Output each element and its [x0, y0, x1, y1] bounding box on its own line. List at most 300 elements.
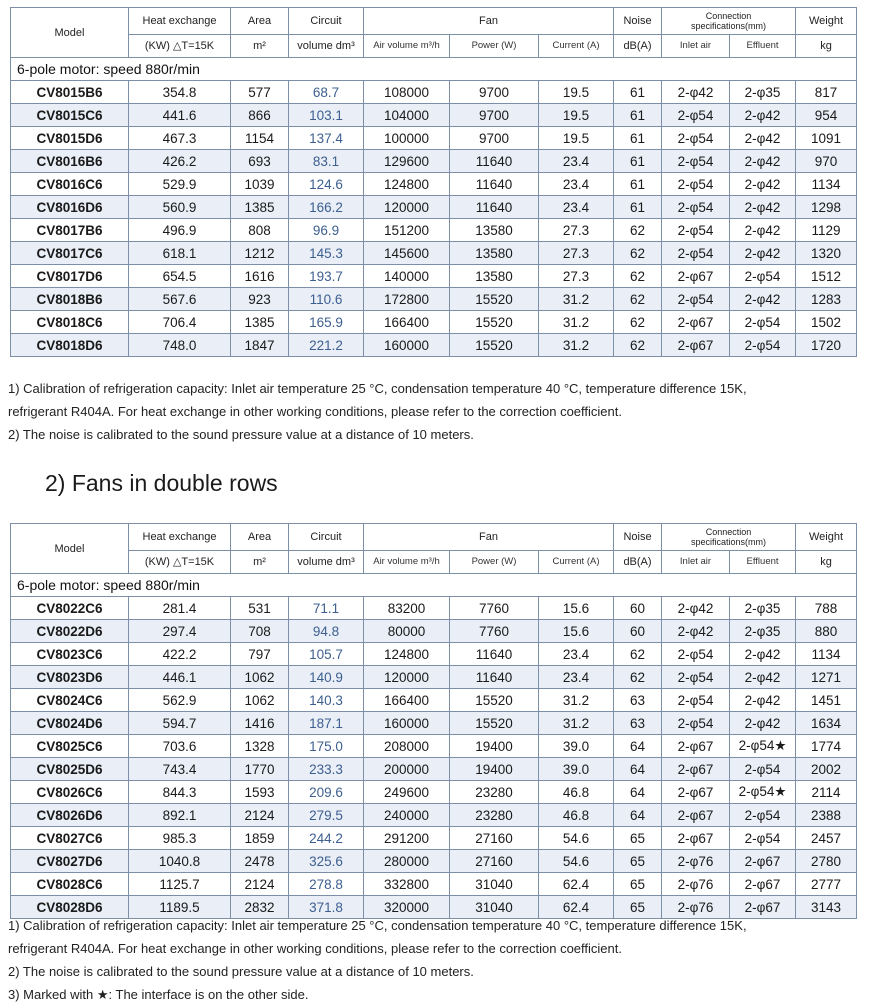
weight-cell: 2114: [796, 781, 857, 804]
heat-exchange-cell: 567.6: [129, 288, 231, 311]
model-cell: CV8023C6: [11, 643, 129, 666]
effluent-cell: 2-φ42: [730, 173, 796, 196]
effluent-cell: 2-φ42: [730, 689, 796, 712]
area-cell: 2124: [231, 873, 289, 896]
current-cell: 27.3: [539, 219, 614, 242]
inlet-air-cell: 2-φ54: [662, 219, 730, 242]
header-connection-line1: Connection: [705, 11, 752, 21]
table-row: [11, 689, 857, 712]
heat-exchange-cell: 467.3: [129, 127, 231, 150]
noise-cell: 62: [614, 288, 662, 311]
header-connection: [662, 524, 796, 551]
power-cell: 31040: [450, 896, 539, 919]
current-cell: 54.6: [539, 850, 614, 873]
header-effluent: Effluent: [730, 35, 796, 58]
circuit-volume-cell: 193.7: [289, 265, 364, 288]
weight-cell: 880: [796, 620, 857, 643]
header-noise-unit: dB(A): [614, 35, 662, 58]
inlet-air-cell: 2-φ54: [662, 242, 730, 265]
current-cell: 39.0: [539, 735, 614, 758]
heat-exchange-cell: 297.4: [129, 620, 231, 643]
header-noise: Noise: [614, 8, 662, 35]
current-cell: 54.6: [539, 827, 614, 850]
noise-cell: 60: [614, 597, 662, 620]
power-cell: 27160: [450, 850, 539, 873]
effluent-cell: 2-φ42: [730, 643, 796, 666]
current-cell: 31.2: [539, 689, 614, 712]
note-line: 2) The noise is calibrated to the sound pressure value at a distance of 10 meters.: [8, 964, 474, 979]
circuit-volume-cell: 110.6: [289, 288, 364, 311]
current-cell: 15.6: [539, 597, 614, 620]
noise-cell: 63: [614, 689, 662, 712]
weight-cell: 1512: [796, 265, 857, 288]
area-cell: 1328: [231, 735, 289, 758]
noise-cell: 62: [614, 265, 662, 288]
noise-cell: 65: [614, 873, 662, 896]
header-power: Power (W): [450, 551, 539, 574]
inlet-air-cell: 2-φ42: [662, 620, 730, 643]
area-cell: 1212: [231, 242, 289, 265]
header-area-unit: m²: [231, 551, 289, 574]
circuit-volume-cell: 221.2: [289, 334, 364, 357]
header-area-unit: m²: [231, 35, 289, 58]
table-row: [11, 850, 857, 873]
current-cell: 31.2: [539, 311, 614, 334]
table-row: [11, 127, 857, 150]
current-cell: 19.5: [539, 81, 614, 104]
area-cell: 808: [231, 219, 289, 242]
circuit-volume-cell: 137.4: [289, 127, 364, 150]
inlet-air-cell: 2-φ54: [662, 689, 730, 712]
header-circuit: Circuit: [289, 524, 364, 551]
fans-double-row-table: [10, 523, 857, 919]
air-volume-cell: 160000: [364, 712, 450, 735]
model-cell: CV8026D6: [11, 804, 129, 827]
noise-cell: 61: [614, 173, 662, 196]
header-inlet-air: Inlet air: [662, 35, 730, 58]
header-connection-line2: specifications(mm): [691, 21, 767, 31]
current-cell: 23.4: [539, 666, 614, 689]
power-cell: 15520: [450, 288, 539, 311]
header-air-volume: Air volume m³/h: [364, 551, 450, 574]
current-cell: 23.4: [539, 173, 614, 196]
circuit-volume-cell: 166.2: [289, 196, 364, 219]
model-cell: CV8028C6: [11, 873, 129, 896]
noise-cell: 60: [614, 620, 662, 643]
model-cell: CV8027D6: [11, 850, 129, 873]
model-cell: CV8025D6: [11, 758, 129, 781]
area-cell: 866: [231, 104, 289, 127]
noise-cell: 62: [614, 666, 662, 689]
circuit-volume-cell: 187.1: [289, 712, 364, 735]
air-volume-cell: 104000: [364, 104, 450, 127]
weight-cell: 970: [796, 150, 857, 173]
note-line: 1) Calibration of refrigeration capacity: Inlet air temperature 25 °C, condensation temperature 40 °C, temperature difference 15K,: [8, 918, 747, 933]
table2-notes: [8, 914, 858, 1006]
power-cell: 19400: [450, 758, 539, 781]
noise-cell: 62: [614, 242, 662, 265]
circuit-volume-cell: 278.8: [289, 873, 364, 896]
power-cell: 23280: [450, 781, 539, 804]
heat-exchange-cell: 703.6: [129, 735, 231, 758]
table-row: [11, 196, 857, 219]
air-volume-cell: 100000: [364, 127, 450, 150]
current-cell: 23.4: [539, 150, 614, 173]
table-row: [11, 288, 857, 311]
section-label: 6-pole motor: speed 880r/min: [11, 574, 857, 597]
inlet-air-cell: 2-φ67: [662, 311, 730, 334]
weight-cell: 1320: [796, 242, 857, 265]
table-row: [11, 781, 857, 804]
air-volume-cell: 172800: [364, 288, 450, 311]
air-volume-cell: 108000: [364, 81, 450, 104]
inlet-air-cell: 2-φ67: [662, 827, 730, 850]
model-cell: CV8022C6: [11, 597, 129, 620]
current-cell: 31.2: [539, 288, 614, 311]
header-connection-line1: Connection: [705, 527, 752, 537]
weight-cell: 1129: [796, 219, 857, 242]
weight-cell: 2002: [796, 758, 857, 781]
table-row: [11, 81, 857, 104]
header-circuit-unit: volume dm³: [289, 35, 364, 58]
circuit-volume-cell: 175.0: [289, 735, 364, 758]
effluent-cell: 2-φ54: [730, 265, 796, 288]
header-current: Current (A): [539, 551, 614, 574]
header-weight-unit: kg: [796, 551, 857, 574]
effluent-cell: 2-φ35: [730, 81, 796, 104]
noise-cell: 61: [614, 150, 662, 173]
inlet-air-cell: 2-φ54: [662, 173, 730, 196]
weight-cell: 1298: [796, 196, 857, 219]
heat-exchange-cell: 562.9: [129, 689, 231, 712]
header-model: Model: [11, 524, 129, 574]
air-volume-cell: 124800: [364, 173, 450, 196]
noise-cell: 64: [614, 781, 662, 804]
current-cell: 46.8: [539, 804, 614, 827]
weight-cell: 2457: [796, 827, 857, 850]
effluent-cell: 2-φ54★: [730, 735, 796, 758]
power-cell: 19400: [450, 735, 539, 758]
air-volume-cell: 120000: [364, 666, 450, 689]
heat-exchange-cell: 560.9: [129, 196, 231, 219]
header-effluent: Effluent: [730, 551, 796, 574]
model-cell: CV8023D6: [11, 666, 129, 689]
model-cell: CV8027C6: [11, 827, 129, 850]
header-noise-unit: dB(A): [614, 551, 662, 574]
air-volume-cell: 145600: [364, 242, 450, 265]
inlet-air-cell: 2-φ76: [662, 896, 730, 919]
model-cell: CV8016C6: [11, 173, 129, 196]
power-cell: 27160: [450, 827, 539, 850]
circuit-volume-cell: 105.7: [289, 643, 364, 666]
header-area: Area: [231, 524, 289, 551]
air-volume-cell: 120000: [364, 196, 450, 219]
power-cell: 13580: [450, 265, 539, 288]
model-cell: CV8028D6: [11, 896, 129, 919]
effluent-cell: 2-φ54: [730, 804, 796, 827]
power-cell: 11640: [450, 150, 539, 173]
current-cell: 15.6: [539, 620, 614, 643]
current-cell: 27.3: [539, 242, 614, 265]
power-cell: 15520: [450, 334, 539, 357]
power-cell: 13580: [450, 242, 539, 265]
fans-single-row-table: [10, 7, 857, 357]
power-cell: 7760: [450, 620, 539, 643]
area-cell: 2832: [231, 896, 289, 919]
circuit-volume-cell: 103.1: [289, 104, 364, 127]
noise-cell: 65: [614, 827, 662, 850]
header-noise: Noise: [614, 524, 662, 551]
circuit-volume-cell: 94.8: [289, 620, 364, 643]
area-cell: 1385: [231, 196, 289, 219]
note-line: refrigerant R404A. For heat exchange in other working conditions, please refer to the correction coefficient.: [8, 404, 622, 419]
model-cell: CV8017B6: [11, 219, 129, 242]
noise-cell: 64: [614, 735, 662, 758]
noise-cell: 63: [614, 712, 662, 735]
power-cell: 23280: [450, 804, 539, 827]
area-cell: 1416: [231, 712, 289, 735]
noise-cell: 62: [614, 219, 662, 242]
effluent-cell: 2-φ42: [730, 242, 796, 265]
header-weight: Weight: [796, 524, 857, 551]
area-cell: 1039: [231, 173, 289, 196]
current-cell: 62.4: [539, 873, 614, 896]
inlet-air-cell: 2-φ54: [662, 643, 730, 666]
air-volume-cell: 166400: [364, 311, 450, 334]
table-row: [11, 150, 857, 173]
section-label: 6-pole motor: speed 880r/min: [11, 58, 857, 81]
header-heat-exchange-unit: (KW) △T=15K: [129, 551, 231, 574]
model-cell: CV8015B6: [11, 81, 129, 104]
section-heading-double-rows: 2) Fans in double rows: [45, 470, 278, 496]
weight-cell: 2777: [796, 873, 857, 896]
power-cell: 15520: [450, 712, 539, 735]
air-volume-cell: 208000: [364, 735, 450, 758]
weight-cell: 1451: [796, 689, 857, 712]
header-fan: Fan: [364, 8, 614, 35]
area-cell: 1859: [231, 827, 289, 850]
area-cell: 1062: [231, 666, 289, 689]
air-volume-cell: 151200: [364, 219, 450, 242]
heat-exchange-cell: 496.9: [129, 219, 231, 242]
heat-exchange-cell: 281.4: [129, 597, 231, 620]
note-line: 3) Marked with ★: The interface is on the other side.: [8, 987, 309, 1002]
header-circuit: Circuit: [289, 8, 364, 35]
inlet-air-cell: 2-φ54: [662, 288, 730, 311]
table-row: [11, 242, 857, 265]
model-cell: CV8024D6: [11, 712, 129, 735]
table1-notes: [8, 377, 858, 446]
power-cell: 15520: [450, 311, 539, 334]
current-cell: 31.2: [539, 712, 614, 735]
effluent-cell: 2-φ35: [730, 597, 796, 620]
note-line: refrigerant R404A. For heat exchange in other working conditions, please refer to the correction coefficient.: [8, 941, 622, 956]
power-cell: 13580: [450, 219, 539, 242]
area-cell: 1062: [231, 689, 289, 712]
header-weight-unit: kg: [796, 35, 857, 58]
heat-exchange-cell: 748.0: [129, 334, 231, 357]
noise-cell: 61: [614, 196, 662, 219]
inlet-air-cell: 2-φ67: [662, 265, 730, 288]
air-volume-cell: 166400: [364, 689, 450, 712]
inlet-air-cell: 2-φ67: [662, 758, 730, 781]
area-cell: 708: [231, 620, 289, 643]
area-cell: 2124: [231, 804, 289, 827]
table-row: [11, 643, 857, 666]
model-cell: CV8015C6: [11, 104, 129, 127]
header-connection-line2: specifications(mm): [691, 537, 767, 547]
effluent-cell: 2-φ42: [730, 666, 796, 689]
noise-cell: 61: [614, 81, 662, 104]
weight-cell: 1502: [796, 311, 857, 334]
table-row: [11, 873, 857, 896]
circuit-volume-cell: 96.9: [289, 219, 364, 242]
air-volume-cell: 280000: [364, 850, 450, 873]
inlet-air-cell: 2-φ67: [662, 781, 730, 804]
inlet-air-cell: 2-φ54: [662, 666, 730, 689]
effluent-cell: 2-φ54: [730, 334, 796, 357]
current-cell: 62.4: [539, 896, 614, 919]
header-area: Area: [231, 8, 289, 35]
power-cell: 9700: [450, 81, 539, 104]
model-cell: CV8018C6: [11, 311, 129, 334]
area-cell: 797: [231, 643, 289, 666]
noise-cell: 62: [614, 311, 662, 334]
circuit-volume-cell: 371.8: [289, 896, 364, 919]
circuit-volume-cell: 233.3: [289, 758, 364, 781]
table-row: [11, 666, 857, 689]
power-cell: 11640: [450, 666, 539, 689]
heat-exchange-cell: 1189.5: [129, 896, 231, 919]
area-cell: 693: [231, 150, 289, 173]
effluent-cell: 2-φ42: [730, 288, 796, 311]
heat-exchange-cell: 441.6: [129, 104, 231, 127]
current-cell: 19.5: [539, 104, 614, 127]
weight-cell: 1720: [796, 334, 857, 357]
power-cell: 11640: [450, 173, 539, 196]
effluent-cell: 2-φ42: [730, 104, 796, 127]
effluent-cell: 2-φ54★: [730, 781, 796, 804]
inlet-air-cell: 2-φ54: [662, 127, 730, 150]
model-cell: CV8016D6: [11, 196, 129, 219]
air-volume-cell: 320000: [364, 896, 450, 919]
circuit-volume-cell: 71.1: [289, 597, 364, 620]
note-line: 1) Calibration of refrigeration capacity: Inlet air temperature 25 °C, condensation temperature 40 °C, temperature difference 15K,: [8, 381, 747, 396]
weight-cell: 1634: [796, 712, 857, 735]
model-cell: CV8025C6: [11, 735, 129, 758]
air-volume-cell: 160000: [364, 334, 450, 357]
weight-cell: 1271: [796, 666, 857, 689]
model-cell: CV8024C6: [11, 689, 129, 712]
air-volume-cell: 240000: [364, 804, 450, 827]
model-cell: CV8026C6: [11, 781, 129, 804]
table-row: [11, 827, 857, 850]
area-cell: 531: [231, 597, 289, 620]
area-cell: 1154: [231, 127, 289, 150]
model-cell: CV8017C6: [11, 242, 129, 265]
header-heat-exchange: Heat exchange: [129, 8, 231, 35]
weight-cell: 1091: [796, 127, 857, 150]
weight-cell: 1134: [796, 173, 857, 196]
heat-exchange-cell: 1040.8: [129, 850, 231, 873]
circuit-volume-cell: 140.3: [289, 689, 364, 712]
air-volume-cell: 80000: [364, 620, 450, 643]
effluent-cell: 2-φ54: [730, 827, 796, 850]
inlet-air-cell: 2-φ67: [662, 334, 730, 357]
air-volume-cell: 140000: [364, 265, 450, 288]
model-cell: CV8016B6: [11, 150, 129, 173]
air-volume-cell: 83200: [364, 597, 450, 620]
circuit-volume-cell: 145.3: [289, 242, 364, 265]
header-fan: Fan: [364, 524, 614, 551]
circuit-volume-cell: 325.6: [289, 850, 364, 873]
table-row: [11, 104, 857, 127]
header-current: Current (A): [539, 35, 614, 58]
inlet-air-cell: 2-φ42: [662, 597, 730, 620]
inlet-air-cell: 2-φ42: [662, 81, 730, 104]
effluent-cell: 2-φ35: [730, 620, 796, 643]
header-connection: [662, 8, 796, 35]
header-heat-exchange: Heat exchange: [129, 524, 231, 551]
noise-cell: 61: [614, 127, 662, 150]
power-cell: 31040: [450, 873, 539, 896]
heat-exchange-cell: 1125.7: [129, 873, 231, 896]
model-cell: CV8018D6: [11, 334, 129, 357]
air-volume-cell: 332800: [364, 873, 450, 896]
heat-exchange-cell: 594.7: [129, 712, 231, 735]
current-cell: 27.3: [539, 265, 614, 288]
power-cell: 11640: [450, 643, 539, 666]
circuit-volume-cell: 124.6: [289, 173, 364, 196]
heat-exchange-cell: 743.4: [129, 758, 231, 781]
model-cell: CV8017D6: [11, 265, 129, 288]
air-volume-cell: 200000: [364, 758, 450, 781]
table-row: [11, 620, 857, 643]
noise-cell: 62: [614, 643, 662, 666]
area-cell: 1847: [231, 334, 289, 357]
power-cell: 9700: [450, 127, 539, 150]
inlet-air-cell: 2-φ54: [662, 196, 730, 219]
heat-exchange-cell: 354.8: [129, 81, 231, 104]
current-cell: 46.8: [539, 781, 614, 804]
effluent-cell: 2-φ54: [730, 311, 796, 334]
area-cell: 923: [231, 288, 289, 311]
inlet-air-cell: 2-φ54: [662, 712, 730, 735]
heat-exchange-cell: 892.1: [129, 804, 231, 827]
inlet-air-cell: 2-φ76: [662, 850, 730, 873]
inlet-air-cell: 2-φ67: [662, 735, 730, 758]
effluent-cell: 2-φ67: [730, 873, 796, 896]
area-cell: 1770: [231, 758, 289, 781]
effluent-cell: 2-φ42: [730, 150, 796, 173]
model-cell: CV8018B6: [11, 288, 129, 311]
heat-exchange-cell: 618.1: [129, 242, 231, 265]
heat-exchange-cell: 654.5: [129, 265, 231, 288]
circuit-volume-cell: 68.7: [289, 81, 364, 104]
weight-cell: 817: [796, 81, 857, 104]
table-row: [11, 311, 857, 334]
weight-cell: 788: [796, 597, 857, 620]
note-line: 2) The noise is calibrated to the sound pressure value at a distance of 10 meters.: [8, 427, 474, 442]
weight-cell: 1774: [796, 735, 857, 758]
header-model: Model: [11, 8, 129, 58]
circuit-volume-cell: 83.1: [289, 150, 364, 173]
noise-cell: 64: [614, 758, 662, 781]
air-volume-cell: 291200: [364, 827, 450, 850]
current-cell: 23.4: [539, 196, 614, 219]
weight-cell: 3143: [796, 896, 857, 919]
noise-cell: 61: [614, 104, 662, 127]
